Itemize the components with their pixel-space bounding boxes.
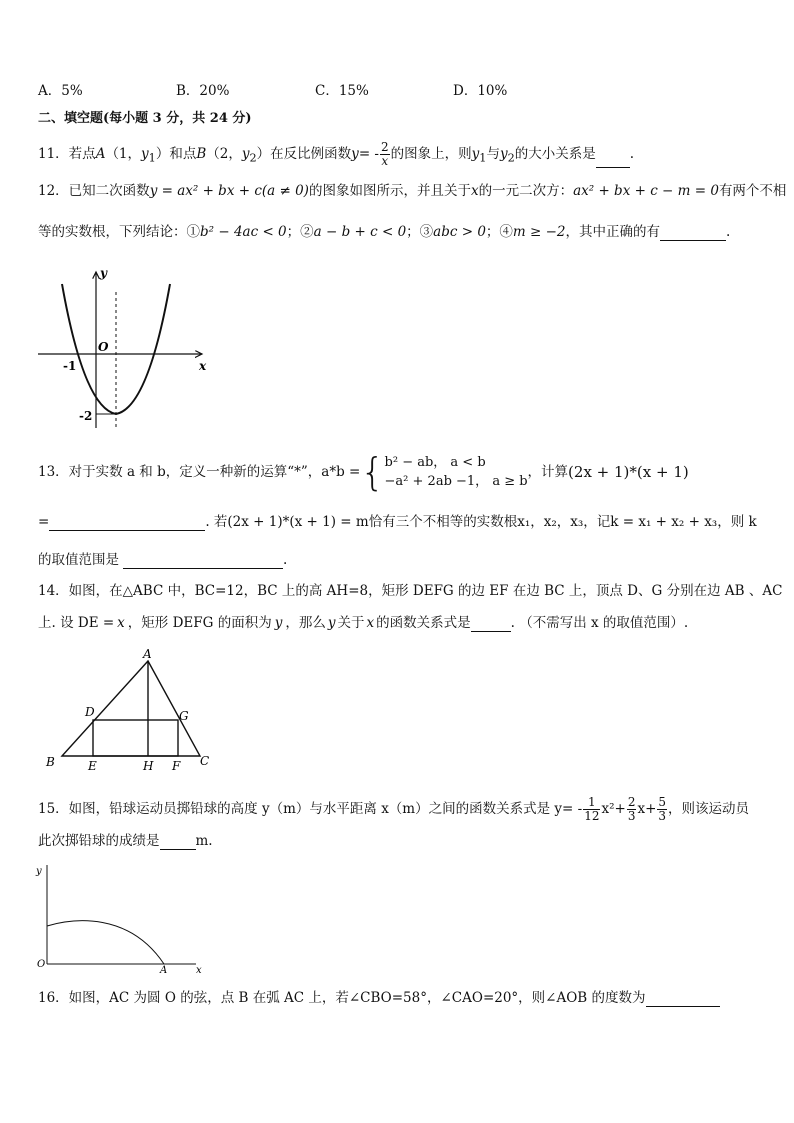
origin-label: O — [37, 959, 46, 970]
x-axis-label: x — [199, 359, 207, 373]
q11-text: 2 — [507, 151, 515, 165]
q12-text: 12．已知二次函数 — [38, 183, 150, 199]
q15-frac-denominator: 3 — [627, 808, 636, 823]
question-14-line1: 14．如图，在△ABC 中，BC=12，BC 上的高 AH=8，矩形 DEFG 的边 EF 在边 BC 上，顶点 D、G 分别在边 AB 、AC — [38, 583, 783, 599]
q15-fraction-3 — [657, 796, 667, 823]
y-axis-label: y — [100, 266, 107, 280]
q12-text: 等的实数根，下列结论：① — [38, 224, 200, 240]
x-axis-label: x — [196, 965, 202, 976]
label-e: E — [88, 759, 97, 773]
q12-text: ；② — [286, 224, 314, 240]
q11-text: 2 — [249, 151, 257, 165]
q14-var: y — [327, 615, 336, 631]
q15-frac-numerator: 2 — [627, 794, 636, 809]
q15-frac-numerator: 5 — [658, 794, 667, 809]
question-14-line2 — [38, 614, 688, 632]
q16-text: 16．如图，AC 为圆 O 的弦，点 B 在弧 AC 上，若∠CBO=58°，∠CAO=20°，则∠AOB 的度数为 — [38, 990, 646, 1006]
q11-text: 1 — [479, 151, 487, 165]
q13-answer-blank-1 — [49, 516, 205, 531]
section-title: 二、填空题(每小题 3 分，共 24 分) — [38, 111, 252, 126]
q15-text: x²+ — [601, 801, 626, 817]
q10-option-c: C．15% — [315, 83, 369, 99]
q11-frac-denominator: x — [381, 154, 389, 168]
q14-text: ，矩形 DEFG 的面积为 — [127, 615, 272, 631]
rectangle-defg — [93, 720, 178, 756]
q12-text: ；④ — [485, 224, 513, 240]
question-16 — [38, 989, 720, 1007]
q13-text: ，则 k — [717, 514, 757, 530]
q12-formula: y = ax² + bx + c(a ≠ 0) — [149, 183, 309, 199]
q11-text: （1， — [105, 146, 142, 162]
tick-label-neg1: -1 — [63, 359, 77, 373]
q15-answer-blank — [160, 835, 196, 850]
q13-text: ，计算 — [527, 464, 569, 480]
q12-text: . — [726, 224, 731, 240]
trajectory-curve — [47, 921, 164, 964]
q12-formula: ax² + bx + c − m = 0 — [573, 183, 719, 199]
q11-text: y — [499, 146, 508, 162]
q15-text: ，则该运动员 — [668, 801, 750, 817]
q11-text: 1 — [148, 151, 156, 165]
q11-text: . — [629, 146, 635, 162]
q10-option-b: B．20% — [176, 83, 230, 99]
label-a: A — [143, 647, 152, 661]
label-g: G — [179, 709, 189, 723]
q13-case-1: b² − ab， a < b — [384, 455, 486, 470]
q12-formula: m ≥ −2 — [512, 224, 566, 240]
label-h: H — [143, 759, 154, 773]
q13-cases — [385, 453, 528, 491]
q11-text: = - — [358, 146, 379, 162]
question-13-line2 — [38, 513, 757, 531]
question-12-line2 — [38, 223, 730, 241]
q12-text: 的一元二次方： — [478, 183, 574, 199]
q14-var: x — [366, 615, 375, 631]
q12-formula: abc > 0 — [433, 224, 486, 240]
q14-text: 关于 — [337, 615, 365, 631]
q15-text: m. — [195, 833, 213, 849]
q12-text: 有两个不相 — [718, 183, 787, 199]
label-d: D — [85, 705, 95, 719]
q15-text: x+ — [637, 801, 657, 817]
label-b: B — [46, 755, 55, 769]
q13-brace: { — [360, 450, 385, 494]
q15-trajectory-figure — [34, 860, 214, 978]
q11-text: ）在反比例函数 — [256, 146, 352, 162]
q13-text: 13．对于实数 a 和 b，定义一种新的运算“*”，a*b = — [38, 464, 361, 480]
q14-text: 上. 设 DE = — [38, 615, 115, 631]
q12-formula: a − b + c < 0 — [313, 224, 407, 240]
q12-formula: b² − 4ac < 0 — [200, 224, 287, 240]
q14-triangle-figure — [40, 646, 220, 774]
q13-answer-blank-2 — [123, 554, 283, 569]
q16-answer-blank — [646, 992, 720, 1007]
q14-var: x — [117, 615, 125, 631]
question-13-line3 — [38, 551, 287, 569]
q11-frac-numerator: 2 — [380, 140, 389, 154]
q15-text: 15．如图，铅球运动员掷铅球的高度 y（m）与水平距离 x（m）之间的函数关系式是 y= - — [38, 801, 583, 817]
question-11 — [38, 141, 634, 168]
q14-var: y — [274, 615, 283, 631]
question-12-line1 — [38, 182, 786, 200]
q12-text: ；③ — [406, 224, 434, 240]
q14-text: . （不需写出 x 的取值范围）. — [510, 615, 689, 631]
q13-text: 的取值范围是 — [38, 552, 119, 568]
tick-label-neg2: -2 — [79, 409, 93, 423]
origin-label: O — [98, 340, 109, 354]
question-15-line1 — [38, 791, 749, 827]
q11-text: B — [196, 146, 207, 162]
q12-text: ，其中正确的有 — [565, 224, 661, 240]
q13-formula: (2x + 1)*(x + 1) — [568, 463, 689, 481]
q13-formula: x₁，x₂，x₃ — [517, 514, 584, 530]
q11-text: 的大小关系是 — [514, 146, 596, 162]
q11-text: y — [471, 146, 480, 162]
q12-answer-blank — [660, 226, 726, 241]
q12-text: 的图象如图所示，并且关于 — [308, 183, 471, 199]
q12-parabola-figure — [30, 266, 220, 436]
q13-case-2: −a² + 2ab −1， a ≥ b — [384, 474, 528, 489]
question-15-line2 — [38, 832, 213, 850]
q15-frac-numerator: 1 — [583, 796, 600, 810]
q13-formula: (2x + 1)*(x + 1) = m — [227, 514, 369, 530]
q11-text: （2， — [206, 146, 242, 162]
q11-text: y — [141, 146, 149, 162]
q14-text: 的函数关系式是 — [376, 615, 471, 631]
q14-answer-blank — [471, 617, 511, 632]
point-a-label: A — [160, 965, 168, 976]
q15-frac-denominator: 12 — [584, 808, 600, 823]
q13-text: = — [38, 514, 50, 530]
q11-text: 11．若点 — [38, 146, 96, 162]
q15-text: 此次掷铅球的成绩是 — [38, 833, 160, 849]
label-f: F — [172, 759, 181, 773]
y-axis-label: y — [36, 866, 42, 877]
q14-text: ，那么 — [285, 615, 326, 631]
q15-fraction-2 — [627, 796, 637, 823]
q13-text: . 若 — [205, 514, 228, 530]
q13-text: . — [283, 552, 288, 568]
q11-text: ）和点 — [155, 146, 197, 162]
q11-text: A — [95, 146, 106, 162]
q15-fraction-1 — [583, 796, 600, 823]
q11-answer-blank — [596, 153, 630, 168]
q13-text: 恰有三个不相等的实数根 — [368, 514, 518, 530]
question-13-line1 — [38, 449, 689, 495]
q11-text: y — [351, 146, 359, 162]
q11-text: 与 — [486, 146, 500, 162]
q11-fraction — [380, 141, 390, 168]
q12-text: x — [470, 183, 479, 199]
q13-formula: k = x₁ + x₂ + x₃ — [610, 514, 718, 530]
q11-text: y — [241, 146, 250, 162]
q10-option-d: D．10% — [453, 83, 508, 99]
q13-text: ，记 — [583, 514, 611, 530]
q10-option-a: A．5% — [38, 83, 83, 99]
q15-frac-denominator: 3 — [658, 808, 667, 823]
label-c: C — [200, 754, 210, 768]
q11-text: 的图象上，则 — [390, 146, 472, 162]
